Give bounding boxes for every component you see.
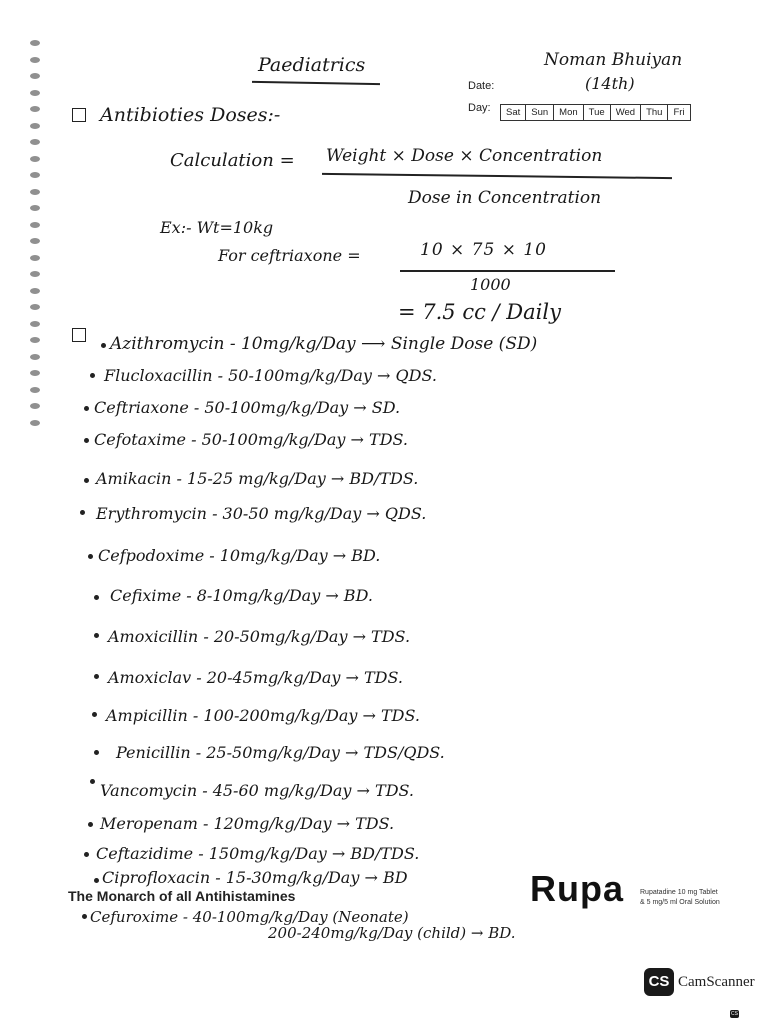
bullet-dot-icon [84,438,89,443]
calculation-denominator: Dose in Concentration [408,188,602,208]
bullet-dot-icon [94,633,99,638]
advert-tagline: The Monarch of all Antihistamines [68,888,296,904]
day-wed: Wed [611,105,641,120]
list-bullet-icon [72,328,86,342]
drug-ceftazidime: Ceftazidime - 150mg/kg/Day → BD/TDS. [96,844,420,863]
bullet-dot-icon [94,674,99,679]
drug-cefuroxime-child: 200-240mg/kg/Day (child) → BD. [268,924,516,942]
date-label: Date: [468,80,495,92]
day-thu: Thu [641,105,668,120]
bullet-dot-icon [84,478,89,483]
drug-amikacin: Amikacin - 15-25 mg/kg/Day → BD/TDS. [96,469,419,488]
drug-cefixime: Cefixime - 8-10mg/kg/Day → BD. [110,586,373,605]
example-denominator: 1000 [470,275,511,294]
drug-amoxicillin: Amoxicillin - 20-50mg/kg/Day → TDS. [108,627,411,646]
day-fri: Fri [673,107,685,118]
drug-vancomycin: Vancomycin - 45-60 mg/kg/Day → TDS. [100,781,414,800]
example-result: = 7.5 cc / Daily [398,300,561,324]
bullet-dot-icon [88,554,93,559]
advert-fine-print-2: & 5 mg/5 ml Oral Solution [640,899,720,906]
bullet-dot-icon [101,343,106,348]
camscanner-logo-icon: CS [644,968,674,996]
drug-penicillin: Penicillin - 25-50mg/kg/Day → TDS/QDS. [116,743,445,762]
camscanner-mini-icon: CS [731,1011,738,1017]
day-mon: Mon [554,105,583,120]
calculation-fraction-bar [322,173,672,179]
day-selector [500,104,691,121]
drug-cefotaxime: Cefotaxime - 50-100mg/kg/Day → TDS. [94,430,408,449]
drug-azithromycin: Azithromycin - 10mg/kg/Day ⟶ Single Dose (SD) [110,334,538,354]
camscanner-watermark: CamScanner [678,974,755,990]
example-numerator: 10 × 75 × 10 [420,240,547,260]
bullet-dot-icon [90,779,95,784]
bullet-dot-icon [94,750,99,755]
author-name: Noman Bhuiyan [544,50,683,70]
drug-cefpodoxime: Cefpodoxime - 10mg/kg/Day → BD. [98,546,381,565]
bullet-dot-icon [90,373,95,378]
bullet-dot-icon [82,914,87,919]
bullet-dot-icon [94,595,99,600]
day-label: Day: [468,102,491,114]
calculation-label: Calculation = [170,150,295,171]
advert-fine-print: Rupatadine 10 mg Tablet [640,889,718,896]
bullet-dot-icon [92,712,97,717]
bullet-dot-icon [94,878,99,883]
day-sun: Sun [526,105,554,120]
example-fraction-bar [400,270,615,272]
spiral-binding [30,40,44,436]
bullet-dot-icon [84,852,89,857]
drug-cefuroxime: Cefuroxime - 40-100mg/kg/Day (Neonate) [90,908,409,926]
bullet-dot-icon [84,406,89,411]
drug-amoxiclav: Amoxiclav - 20-45mg/kg/Day → TDS. [108,668,403,687]
example-drug: For ceftriaxone = [218,246,361,265]
day-sat: Sat [501,105,526,120]
drug-ceftriaxone: Ceftriaxone - 50-100mg/kg/Day → SD. [94,398,401,417]
drug-erythromycin: Erythromycin - 30-50 mg/kg/Day → QDS. [96,504,427,523]
advert-brand-logo: Rupa [530,868,624,909]
drug-flucloxacillin: Flucloxacillin - 50-100mg/kg/Day → QDS. [104,366,437,385]
author-batch: (14th) [585,74,635,93]
title-underline [252,81,380,85]
calculation-numerator: Weight × Dose × Concentration [326,146,603,166]
day-tue: Tue [584,105,611,120]
page-title: Paediatrics [258,54,366,76]
section-bullet-icon [72,108,86,122]
drug-ciprofloxacin: Ciprofloxacin - 15-30mg/kg/Day → BD [102,868,408,887]
example-weight: Ex:- Wt=10kg [160,218,274,237]
section-title: Antibioties Doses:- [100,104,281,126]
bullet-dot-icon [80,510,85,515]
drug-ampicillin: Ampicillin - 100-200mg/kg/Day → TDS. [106,706,420,725]
drug-meropenam: Meropenam - 120mg/kg/Day → TDS. [100,814,395,833]
bullet-dot-icon [88,822,93,827]
